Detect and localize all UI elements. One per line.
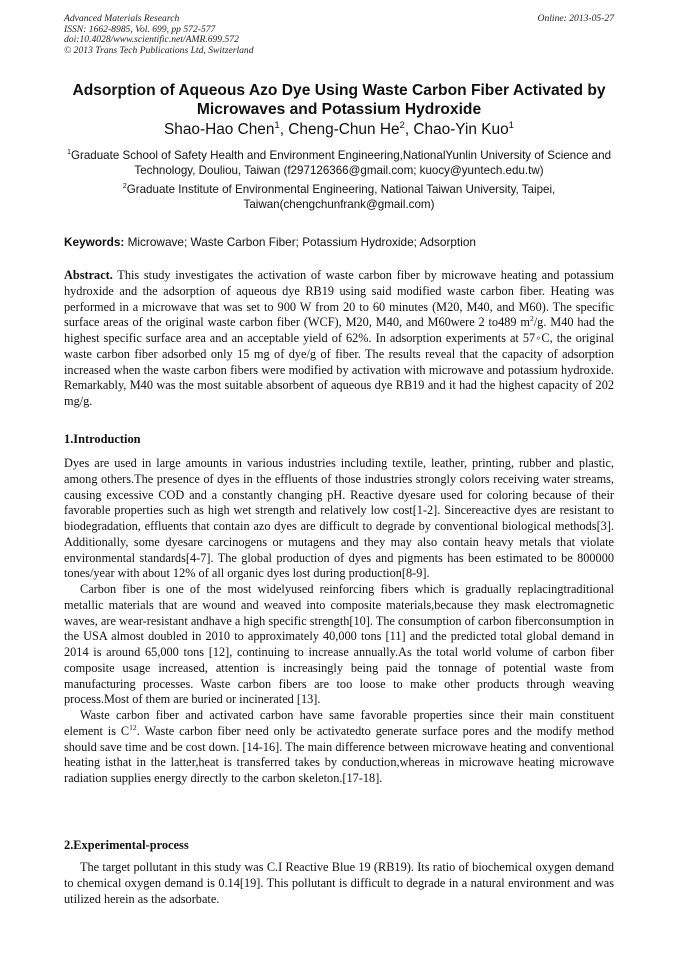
- affiliation-marker: 1: [66, 147, 71, 157]
- paragraph: [64, 708, 614, 787]
- author-name: Shao-Hao Chen: [164, 121, 275, 138]
- paragraph-text: . Waste carbon fiber need only be activatedto generate surface pores and the modify method should save time and be cost down. [14-16]. The main difference between microwave heating and conventional heating isthat in the latter,heat is transferred takes by conduction,whereas in microwave heating microwave radiation supplies energy directly to the carbon skeleton.[17-18].: [64, 723, 614, 785]
- section-heading-experimental: 2.Experimental-process: [64, 838, 189, 852]
- paper-title: Adsorption of Aqueous Azo Dye Using Waste Carbon Fiber Activated by Microwaves and Potassium Hydroxide: [72, 82, 606, 118]
- experimental-body: [64, 860, 614, 907]
- author-affiliation-marker: 2: [399, 119, 405, 131]
- paragraph: Dyes are used in large amounts in various industries including textile, leather, printing, rubber and plastic, among others.The presence of dyes in the effluents of those industries strongly colors receiving water streams, causing excessive COD and a constantly changing pH. Reactive dyesare used for coloring because of their favorable properties such as high wet strength and relatively low cost[1-2]. Sincereactive dyes are resistant to biodegradation, effluents that contain azo dyes are difficult to degrade by conventional biological methods[3]. Additionally, some dyesare carcinogens or mutagens and they may also contain heavy metals that violate environmental standards[4-7]. The global production of dyes and pigments has been estimated to be 800000 tones/year with about 12% of all organic dyes lost during production[8-9].: [64, 456, 614, 581]
- author-separator: ,: [404, 121, 414, 138]
- affiliation-marker: 2: [122, 181, 127, 191]
- copyright-line: © 2013 Trans Tech Publications Ltd, Switzerland: [64, 44, 254, 56]
- author-name: Chao-Yin Kuo: [413, 121, 509, 138]
- doi-line: doi:10.4028/www.scientific.net/AMR.699.572: [64, 34, 239, 46]
- section-heading-introduction: 1.Introduction: [64, 432, 141, 446]
- superscript: 12: [129, 722, 137, 732]
- author-affiliation-marker: 1: [508, 119, 514, 131]
- keywords-text: Microwave; Waste Carbon Fiber; Potassium Hydroxide; Adsorption: [124, 235, 476, 249]
- issn-line: ISSN: 1662-8985, Vol. 699, pp 572-577: [64, 23, 216, 35]
- affiliation-1: [60, 149, 618, 178]
- paragraph-text: Waste carbon fiber and activated carbon have same favorable properties since their main constituent element is C: [64, 708, 614, 738]
- paragraph: Carbon fiber is one of the most widelyused reinforcing fibers which is gradually replacingtraditional metallic materials that are wound and weaved into composite materials,because they mask electromagnetic waves, are wear-resistant andhave a high specific strength[10]. The consumption of carbon fiberconsumption in the USA almost doubled in 2010 to approximately 40,000 tons [11] and the predicted total global demand in 2014 is around 65,000 tons [12], continuing to increase annually.As the total world volume of carbon fiber composite usage increased, attention is increasingly being paid the tonnage of potential waste from manufacturing processes. Waste carbon fibers are too loose to make other products through weaving process.Most of them are buried or incinerated [13].: [64, 582, 614, 707]
- author-name: Cheng-Chun He: [288, 121, 400, 138]
- author-list: [40, 121, 638, 139]
- keywords: [64, 235, 614, 249]
- author-affiliation-marker: 1: [274, 119, 280, 131]
- paragraph: The target pollutant in this study was C.I Reactive Blue 19 (RB19). Its ratio of biochemical oxygen demand to chemical oxygen demand is 0.14[19]. This pollutant is difficult to degrade in a natural environment and was utilized herein as the adsorbate.: [64, 860, 614, 906]
- online-date: Online: 2013-05-27: [537, 13, 614, 24]
- affiliation-2: [60, 183, 618, 212]
- journal-header: [64, 14, 614, 56]
- abstract-text: /g. M40 had the highest specific surface area and an acceptable yield of 62%. In adsorption experiments at 57◦C, the original waste carbon fiber adsorbed only 15 mg of dye/g of fiber. The results reveal that the capacity of adsorption increased when the waste carbon fibers were modified by activation with microwave and potassium hydroxide. Remarkably, M40 was the most suitable absorbent of aqueous dye RB19 and it had the highest capacity of 202 mg/g.: [64, 315, 614, 408]
- author-separator: ,: [279, 121, 289, 138]
- affiliation-text: Graduate School of Safety Health and Environment Engineering,NationalYunlin University of Science and Technology, Douliou, Taiwan (f297126366@gmail.com; kuocy@yuntech.edu.tw): [70, 149, 612, 177]
- superscript: 2: [529, 314, 534, 324]
- abstract-text: This study investigates the activation of waste carbon fiber by microwave heating and potassium hydroxide and the adsorption of aqueous dye RB19 using said modified waste carbon fiber. Heating was performed in a microwave that was set to 900 W from 20 to 60 minutes (M20, M40, and M60). The specific surface areas of the original waste carbon fiber (WCF), M20, M40, and M60were 2 to489 m: [64, 268, 614, 330]
- abstract-label: Abstract.: [64, 268, 113, 282]
- introduction-body: [64, 456, 614, 787]
- journal-name: Advanced Materials Research: [64, 13, 180, 24]
- affiliation-text: Graduate Institute of Environmental Engineering, National Taiwan University, Taipei, Taiwan(chengchunfrank@gmail.com): [126, 183, 556, 211]
- keywords-label: Keywords:: [64, 235, 125, 249]
- abstract: [64, 268, 614, 410]
